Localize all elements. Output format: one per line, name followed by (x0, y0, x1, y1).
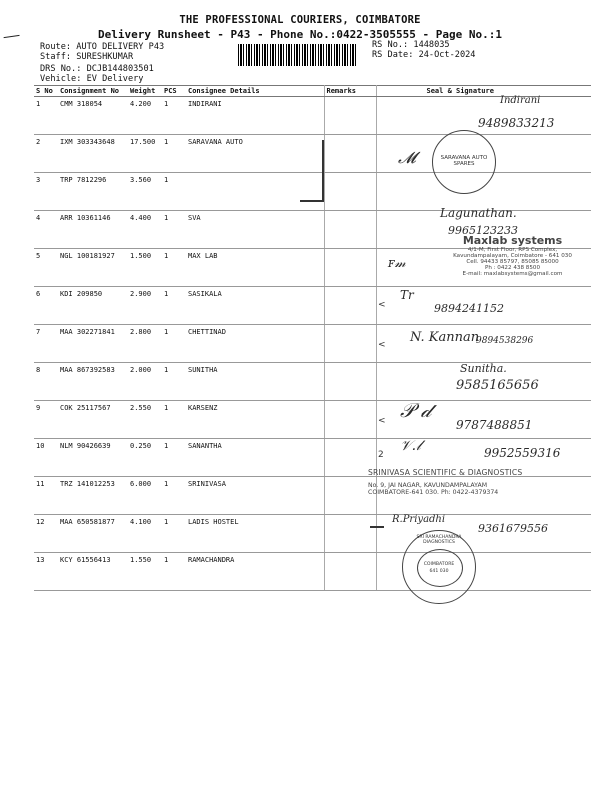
cell-sno: 10 (34, 439, 58, 477)
cell-weight: 17.500 (128, 135, 162, 173)
cell-consignment: NLM 90426639 (58, 439, 128, 477)
col-weight: Weight (128, 86, 162, 97)
cell-consignee: RAMACHANDRA (186, 553, 324, 591)
cell-pcs: 1 (162, 515, 186, 553)
handwritten-signature: N. Kannan (410, 330, 480, 345)
drs-number: DRS No.: DCJB144803501 (40, 64, 154, 74)
cell-consignment: KCY 61556413 (58, 553, 128, 591)
cell-weight: 4.200 (128, 97, 162, 135)
cell-remarks (324, 553, 376, 591)
cell-remarks (324, 325, 376, 363)
handwritten-phone: 9894241152 (434, 302, 504, 315)
handwritten-name: Sunitha. (460, 362, 507, 375)
saravana-stamp: SARAVANA AUTO SPARES (432, 130, 496, 194)
tick-mark: 2 (378, 450, 384, 460)
vehicle-label: Vehicle: EV Delivery (40, 74, 144, 84)
pen-stroke (370, 526, 384, 528)
cell-consignee: INDIRANI (186, 97, 324, 135)
cell-pcs: 1 (162, 439, 186, 477)
cell-weight: 1.500 (128, 249, 162, 287)
cell-weight: 6.000 (128, 477, 162, 515)
runsheet-subtitle: Delivery Runsheet - P43 - Phone No.:0422-3505555 - Page No.:1 (98, 28, 502, 41)
handwritten-signature: Tr (400, 288, 414, 302)
cell-pcs: 1 (162, 249, 186, 287)
maxlab-stamp: Maxlab systems 4/1-M, First Floor, RPS Complex, Kavundampalayam, Coimbatore - 641 030 Cell. 94433 85797, 85085 85000 Ph : 0422 438 8500 E-mail: maxlabsystems@gmail.com (453, 234, 572, 277)
cell-remarks (324, 173, 376, 211)
cell-pcs: 1 (162, 211, 186, 249)
rs-date: RS Date: 24-Oct-2024 (372, 50, 476, 60)
handwritten-name: Indirani (500, 95, 541, 106)
handwritten-phone: 9787488851 (456, 418, 533, 432)
cell-pcs: 1 (162, 287, 186, 325)
cell-remarks (324, 515, 376, 553)
cell-consignee (186, 173, 324, 211)
rs-number: RS No.: 1448035 (372, 40, 450, 50)
cell-weight: 0.250 (128, 439, 162, 477)
cell-consignment: IXM 303343648 (58, 135, 128, 173)
cell-consignment: TRZ 141012253 (58, 477, 128, 515)
pen-stroke (300, 200, 323, 202)
col-pcs: PCS (162, 86, 186, 97)
handwritten-signature: 𝓜 (398, 148, 416, 167)
cell-consignment: CMM 318054 (58, 97, 128, 135)
cell-remarks (324, 401, 376, 439)
cell-pcs: 1 (162, 135, 186, 173)
handwritten-signature: 𝒫 𝒹 (400, 398, 431, 422)
tick-mark: < (378, 300, 386, 310)
cell-consignee: SRINIVASA (186, 477, 324, 515)
barcode (238, 44, 356, 66)
company-title: THE PROFESSIONAL COURIERS, COIMBATORE (179, 14, 421, 26)
cell-remarks (324, 97, 376, 135)
table-row (34, 287, 591, 325)
col-sno: S No (34, 86, 58, 97)
cell-consignment: MAA 867392583 (58, 363, 128, 401)
cell-consignment: COK 25117567 (58, 401, 128, 439)
cell-sno: 2 (34, 135, 58, 173)
cell-remarks (324, 135, 376, 173)
cell-sno: 13 (34, 553, 58, 591)
cell-sno: 7 (34, 325, 58, 363)
cell-weight: 2.000 (128, 363, 162, 401)
cell-pcs: 1 (162, 97, 186, 135)
route-label: Route: AUTO DELIVERY P43 (40, 42, 165, 52)
cell-consignee: LADIS HOSTEL (186, 515, 324, 553)
handwritten-phone: 9585165656 (456, 378, 539, 393)
cell-consignment: MAA 650581877 (58, 515, 128, 553)
staff-label: Staff: SURESHKUMAR (40, 52, 134, 62)
cell-consignment: NGL 100181927 (58, 249, 128, 287)
cell-consignee: SVA (186, 211, 324, 249)
cell-weight: 1.550 (128, 553, 162, 591)
cell-sno: 9 (34, 401, 58, 439)
cell-pcs: 1 (162, 325, 186, 363)
cell-pcs: 1 (162, 173, 186, 211)
handwritten-phone: 9952559316 (484, 446, 561, 460)
tick-mark: < (378, 416, 386, 426)
cell-weight: 2.900 (128, 287, 162, 325)
ramachandra-stamp: SRI RAMACHANDRA DIAGNOSTICS COIMBATORE 641 030 (402, 530, 476, 604)
cell-consignee: KARSENZ (186, 401, 324, 439)
handwritten-phone: 9965123233 (448, 224, 518, 237)
cell-consignee: CHETTINAD (186, 325, 324, 363)
handwritten-phone: 9894538296 (476, 336, 534, 346)
col-remarks: Remarks (324, 86, 376, 97)
cell-consignee: SUNITHA (186, 363, 324, 401)
srinivasa-stamp: SRINIVASA SCIENTIFIC & DIAGNOSTICS No. 9, JAI NAGAR, KAVUNDAMPALAYAM COIMBATORE-641 030. Ph: 0422-4379374 (368, 468, 523, 496)
cell-pcs: 1 (162, 477, 186, 515)
cell-consignee: SARAVANA AUTO (186, 135, 324, 173)
cell-weight: 4.100 (128, 515, 162, 553)
cell-pcs: 1 (162, 553, 186, 591)
pen-stroke (322, 140, 324, 202)
cell-consignment: TRP 7812296 (58, 173, 128, 211)
cell-remarks (324, 363, 376, 401)
cell-remarks (324, 287, 376, 325)
table-row (34, 173, 591, 211)
cell-sno: 11 (34, 477, 58, 515)
cell-weight: 3.560 (128, 173, 162, 211)
cell-consignment: MAA 302271841 (58, 325, 128, 363)
cell-weight: 4.400 (128, 211, 162, 249)
cell-sno: 8 (34, 363, 58, 401)
cell-consignee: SASIKALA (186, 287, 324, 325)
cell-consignment: ARR 10361146 (58, 211, 128, 249)
cell-weight: 2.800 (128, 325, 162, 363)
cell-remarks (324, 249, 376, 287)
cell-sno: 4 (34, 211, 58, 249)
handwritten-signature: ꜰ𝓂 (388, 256, 406, 271)
cell-consignee: SANANTHA (186, 439, 324, 477)
cell-pcs: 1 (162, 401, 186, 439)
col-consignment: Consignment No (58, 86, 128, 97)
cell-consignee: MAX LAB (186, 249, 324, 287)
cell-sno: 5 (34, 249, 58, 287)
stamp-inner-ring (417, 549, 463, 587)
handwritten-phone: 9489833213 (478, 116, 555, 130)
cell-pcs: 1 (162, 363, 186, 401)
cell-sno: 12 (34, 515, 58, 553)
cell-sno: 3 (34, 173, 58, 211)
handwritten-signature: 𝒱.𝓁 (400, 438, 421, 454)
handwritten-phone: 9361679556 (478, 522, 548, 535)
handwritten-name: Lagunathan. (440, 206, 517, 220)
table-row (34, 553, 591, 591)
cell-sno: 6 (34, 287, 58, 325)
tick-mark: < (378, 340, 386, 350)
cell-sno: 1 (34, 97, 58, 135)
cell-weight: 2.550 (128, 401, 162, 439)
cell-remarks (324, 211, 376, 249)
cell-consignment: KDI 209850 (58, 287, 128, 325)
col-consignee: Consignee Details (186, 86, 324, 97)
table-row (34, 135, 591, 173)
col-seal: Seal & Signature (376, 86, 591, 97)
handwritten-name: R.Priyadhi (392, 514, 446, 525)
